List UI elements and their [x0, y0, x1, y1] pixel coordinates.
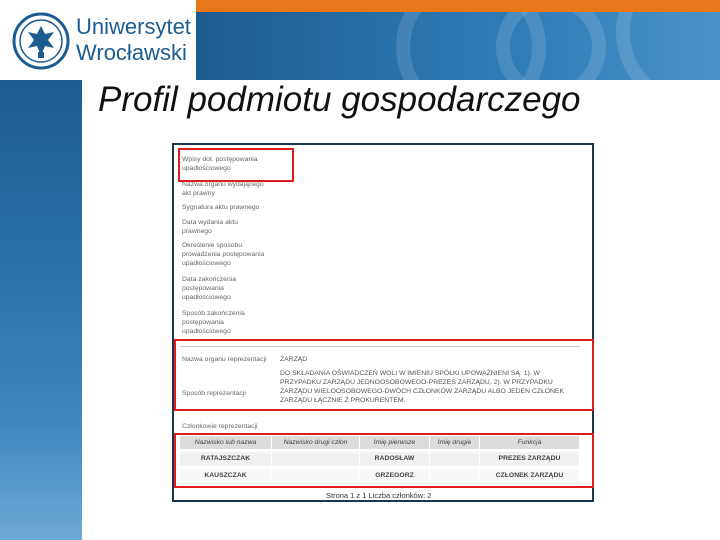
left-decorative-band	[0, 80, 82, 540]
highlight-box-bankruptcy	[178, 148, 294, 182]
document-screenshot	[172, 143, 594, 502]
field-value-representation-organ: ZARZĄD	[280, 356, 308, 363]
table-footer: Strona 1 z 1 Liczba członków: 2	[326, 491, 432, 500]
field-label-representation-organ: Nazwa organu reprezentacji	[182, 356, 267, 363]
column-header-surname: Nazwisko lub nazwa	[180, 436, 272, 449]
field-label-bankruptcy-entries: Wpisy dot. postępowania upadłościowego	[182, 156, 258, 172]
logo-line-1: Uniwersytet	[76, 14, 191, 39]
highlight-box-members	[174, 433, 594, 488]
table-cell: RATAJSZCZAK	[180, 452, 272, 466]
field-label-act-signature: Sygnatura aktu prawnego	[182, 204, 260, 211]
slide-title: Profil podmiotu gospodarczego	[98, 80, 581, 119]
column-header-second-name: Imię drugie	[430, 436, 480, 449]
field-label-proceedings-end-method: Sposób zakończenia postępowania upadłościowego	[182, 310, 245, 335]
table-cell: RADOSŁAW	[360, 452, 430, 466]
top-accent-stripe	[196, 0, 720, 12]
table-cell: CZŁONEK ZARZĄDU	[480, 469, 580, 483]
field-value-representation-method: DO SKŁADANIA OŚWIADCZEŃ WOLI W IMIENIU SPÓŁKI UPOWAŻNIENI SĄ: 1). W PRZYPADKU ZARZĄDU JEDNOOSOBOWEGO-PREZES ZARZĄDU, 2). W PRZYPADKU ZARZĄDU WIELOOSOBOWEGO-DWÓCH CZŁONKÓW ZARZĄDU ALBO JEDEN CZŁONEK ZARZĄDU ŁĄCZNIE Z PROKURENTEM.	[280, 370, 564, 404]
logo-line-2: Wrocławski	[76, 40, 187, 65]
table-cell: GRZEGORZ	[360, 469, 430, 483]
highlight-box-representation	[174, 339, 594, 411]
table-cell: PREZES ZARZĄDU	[480, 452, 580, 466]
column-header-first-name: Imię pierwsze	[360, 436, 430, 449]
table-cell: KAUSZCZAK	[180, 469, 272, 483]
field-label-proceedings-method: Określenie sposobu prowadzenia postępowania upadłościowego	[182, 242, 265, 267]
field-label-members: Członkowie reprezentacji	[182, 423, 258, 430]
university-logo	[0, 0, 196, 80]
column-header-function: Funkcja	[480, 436, 580, 449]
header-banner	[196, 12, 720, 80]
university-eagle-emblem-icon	[12, 12, 70, 70]
column-header-surname-second: Nazwisko drugi człon	[272, 436, 360, 449]
header-swirl-decoration	[496, 12, 606, 80]
logo-wordmark	[76, 14, 191, 66]
field-label-issuing-authority: Nazwa organu wydającego akt prawny	[182, 181, 264, 197]
header-swirl-decoration	[616, 12, 720, 80]
field-label-proceedings-end-date: Data zakończenia postępowania upadłościowego	[182, 276, 237, 301]
field-label-representation-method: Sposób reprezentacji	[182, 390, 246, 397]
field-label-act-date: Data wydania aktu prawnego	[182, 219, 238, 235]
